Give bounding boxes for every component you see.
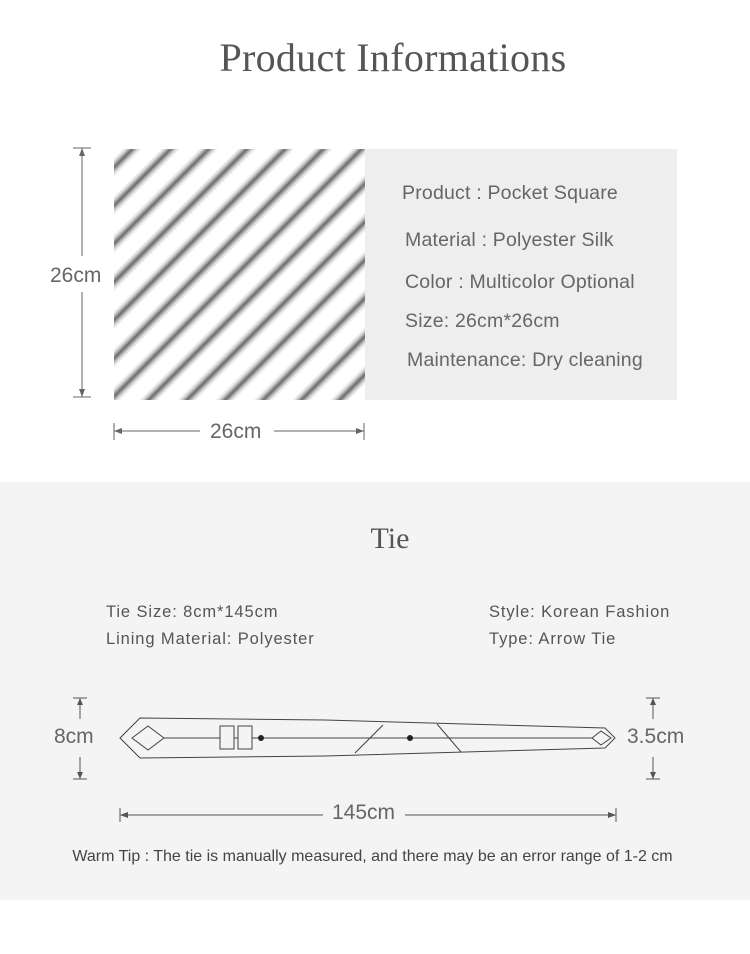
info-material: Material : Polyester Silk	[405, 229, 614, 251]
page-title: Product Informations	[219, 35, 567, 80]
info-size: Size: 26cm*26cm	[405, 310, 560, 332]
tie-style-spec: Style: Korean Fashion	[489, 603, 671, 621]
pocket-square-image	[114, 149, 365, 400]
info-maintenance: Maintenance: Dry cleaning	[407, 349, 643, 371]
product-info-box	[365, 149, 677, 400]
tie-narrow-label: 3.5cm	[627, 725, 685, 748]
info-color: Color : Multicolor Optional	[405, 271, 635, 293]
info-product: Product : Pocket Square	[402, 182, 618, 204]
tie-outline-drawing	[115, 712, 620, 764]
tie-title: Tie	[370, 522, 410, 555]
tie-length-label: 145cm	[332, 801, 396, 824]
square-width-label: 26cm	[210, 420, 262, 443]
tie-lining-spec: Lining Material: Polyester	[106, 630, 315, 648]
tie-type-spec: Type: Arrow Tie	[489, 630, 617, 648]
square-height-label: 26cm	[50, 264, 102, 287]
warm-tip-note: Warm Tip : The tie is manually measured, and there may be an error range of 1-2 cm	[72, 848, 673, 865]
tie-size-spec: Tie Size: 8cm*145cm	[106, 603, 279, 621]
tie-wide-label: 8cm	[54, 725, 94, 748]
